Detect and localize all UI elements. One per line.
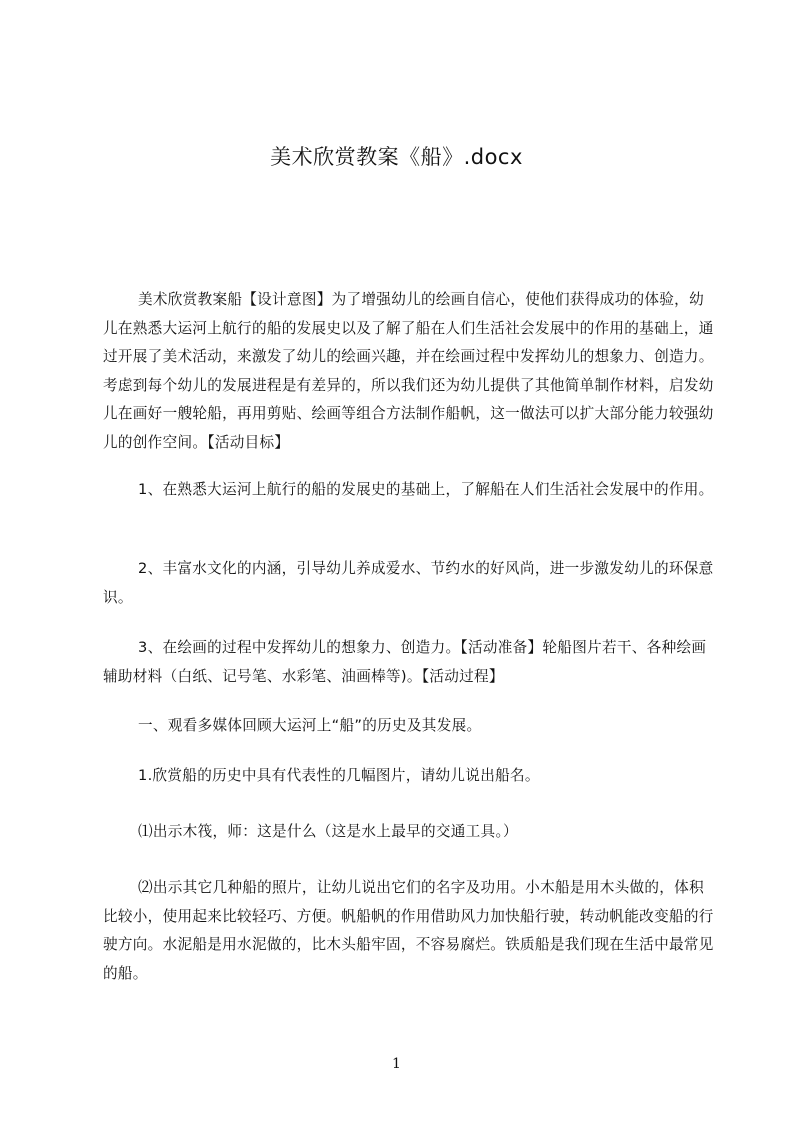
paragraph-item-2: ⑵出示其它几种船的照片，让幼儿说出它们的名字及功用。小木船是用木头做的，体积比较小，使用起来比较轻巧、方便。帆船帆的作用借助风力加快船行驶，转动帆能改变船的行驶方向。水泥船是用水泥做的，比木头船牢固，不容易腐烂。铁质船是我们现在生活中最常见的船。 <box>103 879 714 982</box>
document-title: 美术欣赏教案《船》.docx <box>270 145 523 169</box>
paragraph-design-intent: 美术欣赏教案船【设计意图】为了增强幼儿的绘画自信心，使他们获得成功的体验，幼儿在熟悉大运河上航行的船的发展史以及了解了船在人们生活社会发展中的作用的基础上，通过开展了美术活动，来激发了幼儿的绘画兴趣，并在绘画过程中发挥幼儿的想象力、创造力。考虑到每个幼儿的发展进程是有差异的，所以我们还为幼儿提供了其他简单制作材料，启发幼儿在画好一艘轮船，再用剪贴、绘画等组合方法制作船帆，这一做法可以扩大部分能力较强幼儿的创作空间。【活动目标】 <box>103 291 714 451</box>
paragraph-substep-1: 1.欣赏船的历史中具有代表性的几幅图片，请幼儿说出船名。 <box>138 767 540 784</box>
paragraph-item-1: ⑴出示木筏，师：这是什么（这是水上最早的交通工具。） <box>138 823 518 840</box>
paragraph-process-step-1: 一、观看多媒体回顾大运河上“船”的历史及其发展。 <box>138 717 482 734</box>
paragraph-goal-2: 2、丰富水文化的内涵，引导幼儿养成爱水、节约水的好风尚，进一步激发幼儿的环保意识。 <box>103 560 714 606</box>
paragraph-goal-1: 1、在熟悉大运河上航行的船的发展史的基础上，了解船在人们生活社会发展中的作用。 <box>138 481 714 498</box>
page-number: 1 <box>392 1056 401 1072</box>
paragraph-goal-3: 3、在绘画的过程中发挥幼儿的想象力、创造力。【活动准备】轮船图片若干、各种绘画辅助材料（白纸、记号笔、水彩笔、油画棒等)。【活动过程】 <box>103 639 707 685</box>
